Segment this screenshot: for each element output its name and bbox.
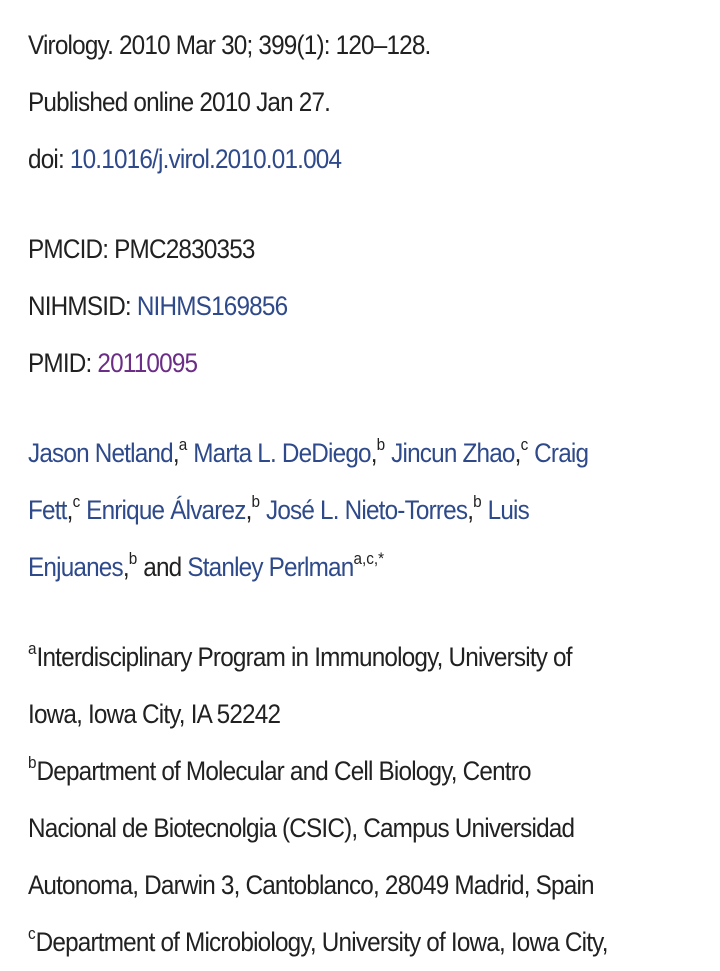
doi-label: doi:: [28, 144, 70, 174]
author-affiliation-mark: b: [376, 435, 386, 454]
author-link-fett[interactable]: Fett: [28, 495, 67, 525]
author-link-nieto-torres[interactable]: José L. Nieto-Torres: [265, 495, 468, 525]
affiliation-a: [28, 629, 688, 686]
nihmsid-label: NIHMSID:: [28, 291, 137, 321]
spacer: [28, 392, 688, 425]
author-affiliation-mark: a,c,*: [353, 549, 385, 568]
affiliation-b-cont: Nacional de Biotecnolgia (CSIC), Campus Universidad: [28, 813, 575, 843]
doi-link[interactable]: 10.1016/j.virol.2010.01.004: [69, 144, 342, 174]
author-affiliation-mark: b: [128, 549, 138, 568]
author-link-netland[interactable]: Jason Netland: [28, 438, 173, 468]
affiliation-list: [28, 629, 688, 971]
affiliation-text: Department of Molecular and Cell Biology, Centro: [36, 756, 531, 786]
author-link-perlman[interactable]: Stanley Perlman: [187, 552, 354, 582]
pmid-link[interactable]: 20110095: [97, 348, 198, 378]
affiliation-b: [28, 743, 688, 800]
author-affiliation-mark: b: [473, 492, 482, 511]
affiliation-text: Department of Microbiology, University of Iowa, Iowa City,: [35, 927, 608, 957]
published-date: Published online 2010 Jan 27.: [28, 87, 331, 117]
affiliation-b-cont: Autonoma, Darwin 3, Cantoblanco, 28049 Madrid, Spain: [28, 870, 594, 900]
affiliation-mark: b: [28, 753, 37, 772]
pmcid-label: PMCID:: [28, 234, 115, 264]
author-link-alvarez[interactable]: Enrique Álvarez: [86, 495, 246, 525]
author-link-fett[interactable]: Craig: [534, 438, 589, 468]
affiliation-mark: a: [28, 639, 37, 658]
author-affiliation-mark: c: [72, 492, 81, 511]
author-affiliation-mark: b: [251, 492, 261, 511]
author-link-enjuanes[interactable]: Luis: [487, 495, 529, 525]
author-affiliation-mark: a: [178, 435, 188, 454]
affiliation-a-cont: Iowa, Iowa City, IA 52242: [28, 699, 281, 729]
author-link-enjuanes[interactable]: Enjuanes: [28, 552, 123, 582]
nihmsid-link[interactable]: NIHMS169856: [136, 291, 288, 321]
doi-row: [28, 131, 688, 188]
author-list: Jason Netland,$^a$ Marta L. DeDiego,$^b$ Jincun Zhao,$^c$ Craig Fett,$^c$ Enrique Álvarez,$^b$ José L. Nieto-Torres,$^b$ Luis Enjuanes,$^b$ and Stanley Perlman$^{a,c,*}$: [28, 435, 589, 582]
article-header: [28, 0, 688, 971]
pmid-row: [28, 335, 688, 392]
affiliation-text: Interdisciplinary Program in Immunology, University of: [36, 642, 572, 672]
author-link-zhao[interactable]: Jincun Zhao: [391, 438, 515, 468]
author-affiliation-mark: c: [520, 435, 529, 454]
affiliation-mark: c: [28, 924, 36, 943]
spacer: [28, 188, 688, 221]
pmid-label: PMID:: [28, 348, 98, 378]
author-link-dediego[interactable]: Marta L. DeDiego: [193, 438, 371, 468]
affiliation-c: [28, 914, 688, 971]
spacer: [28, 596, 688, 629]
pmcid-row: [28, 221, 688, 278]
pmcid-value: PMC2830353: [114, 234, 255, 264]
nihmsid-row: [28, 278, 688, 335]
journal-citation: Virology. 2010 Mar 30; 399(1): 120–128.: [28, 30, 431, 60]
author-conjunction: and: [137, 552, 188, 582]
